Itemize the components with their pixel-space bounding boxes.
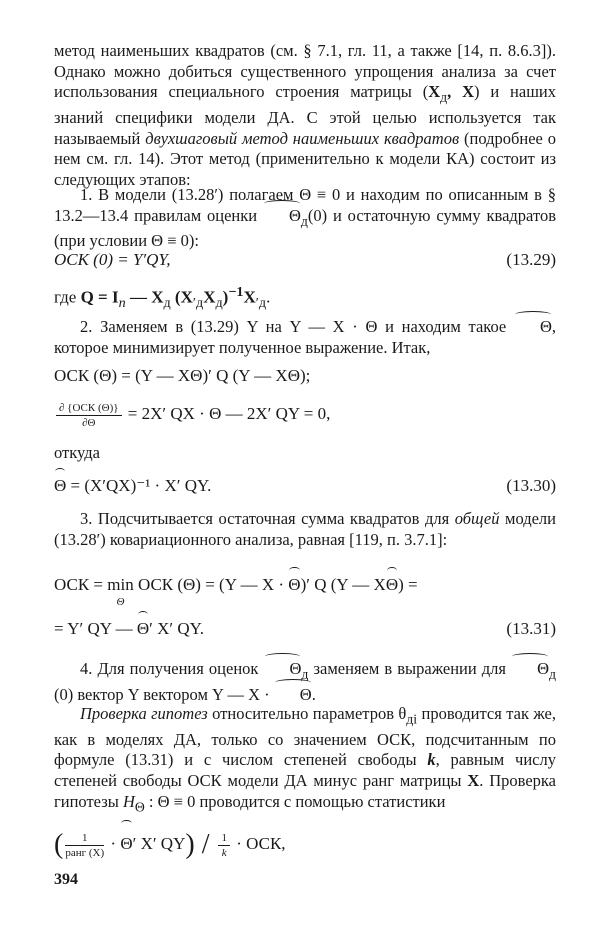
rank-fraction: $\frac{1}{\text{ранг (X)}}$ <box>65 831 105 859</box>
equation-13-30: Θ = (X′QX)⁻¹ · X′ QY. (13.30) <box>54 474 556 498</box>
equation-number: (13.30) <box>506 476 556 495</box>
paragraph-intro: метод наименьших квадратов (см. § 7.1, гл. 11, а также [14, п. 8.6.3]). Однако можно добиться существенного упрощения анализа за счет использования специального строения матрицы ($X_д$, X) и наших знаний специфики модели ДА. С этой целью используется так называемый двухшаговый метод наименьших квадратов (подробнее о нем см. гл. 14). Этот метод (применительно к модели КА) состоит из следующих этапов: <box>54 41 557 189</box>
equation-osk-min: ОСК = min Θ ОСК (Θ) = (Y — X · Θ)′ Q (Y — XΘ) = <box>54 575 418 608</box>
equation-statistic: ( $\frac{1}{\text{ранг (X)}}$ · Θ′ X′ QY) / $\frac{1}{k}$ · ОСК, <box>54 826 556 862</box>
equation-osk-theta: ОСК (Θ) = (Y — XΘ)′ Q (Y — XΘ); <box>54 366 311 385</box>
min-operator: min Θ <box>107 575 134 608</box>
step-1: 1. В модели (13.28′) полагаем Θ ≡ 0 и находим по описанным в § 13.2—13.4 правилам оценки $\Theta_д(0)$ и остаточную сумму квадратов (при условии Θ ≡ 0): <box>54 185 556 251</box>
paragraph-hypothesis: Проверка гипотез относительно параметров $\theta_{дi}$ проводится так же, как в моделях ДА, только со значением ОСК, подсчитанным по формуле (13.31) и с числом степеней свободы k, равным числу степеней свободы ОСК модели ДА минус ранг матрицы X. Проверка гипотезы $H_\Theta$ : Θ ≡ 0 проводится с помощью статистики <box>54 704 556 814</box>
equation-derivative: $\frac{\text{∂ \{ОСК (Θ)\}}}{\partial\Theta}$ = 2X′ QX · Θ — 2X′ QY = 0, <box>54 397 556 431</box>
term-two-step-lsm: двухшаговый метод наименьших квадратов <box>145 128 460 148</box>
equation-13-31: = Y′ QY — Θ′ X′ QY. (13.31) <box>54 617 556 641</box>
k-fraction: $\frac{1}{k}$ <box>218 831 230 860</box>
equation-q-definition: где $Q = I_n$ — $X_д$ $(X_{'д}X_д)^{-1}X_{'д}$. <box>54 284 271 312</box>
step-4: 4. Для получения оценок $\Theta_д$ заменяем в выражении для $\Theta_д$ (0) вектор Y вектором Y — X · Θ. <box>54 659 556 704</box>
step-3: 3. Подсчитывается остаточная сумма квадратов для общей модели (13.28′) ковариационного анализа, равная [119, п. 3.7.1]: <box>54 509 556 549</box>
page-number: 394 <box>54 871 78 888</box>
step-2: 2. Заменяем в (13.29) Y на Y — X · Θ и находим такое Θ, которое минимизирует полученное выражение. Итак, <box>54 317 556 357</box>
equation-13-29: ОСК (0) = Y′QY, (13.29) <box>54 248 556 272</box>
equation-number: (13.29) <box>506 250 556 269</box>
equation-number: (13.31) <box>506 619 556 638</box>
derivative-fraction: $\frac{\text{∂ \{ОСК (Θ)\}}}{\partial\Theta}$ <box>56 401 122 430</box>
word-otkuda: откуда <box>54 443 100 462</box>
